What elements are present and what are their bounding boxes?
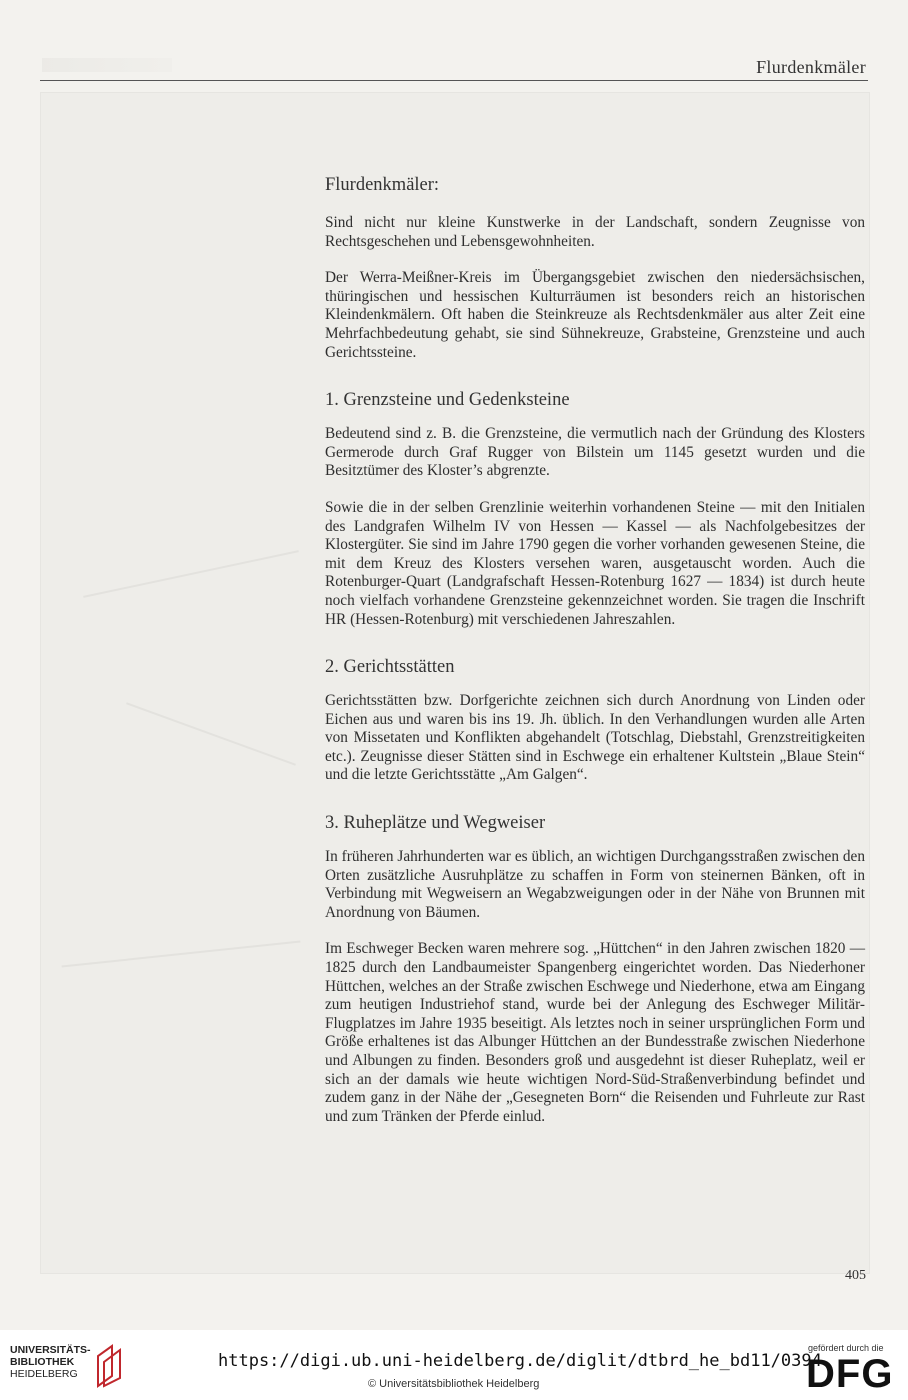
- dfg-logo[interactable]: DFG: [806, 1352, 894, 1396]
- copyright-notice: © Universitätsbibliothek Heidelberg: [368, 1378, 540, 1390]
- permalink-url[interactable]: https://digi.ub.uni-heidelberg.de/diglit/dtbrd_he_bd11/0394: [218, 1351, 822, 1371]
- library-name-line2: BIBLIOTHEK: [10, 1356, 75, 1368]
- section-paragraph: In früheren Jahrhunderten war es üblich, an wichtigen Durchgangsstraßen zwischen den Orten zusätzliche Ausruhplätze zu schaffen in Form von steinernen Bänken, oft in Verbindung mit Wegweisern an Wegabzweigungen oder in der Nähe von Brunnen mit Anordnung von Bäumen.: [325, 848, 865, 921]
- map-contour: [62, 940, 301, 967]
- map-contour: [126, 702, 296, 765]
- article-title: Flurdenkmäler:: [325, 175, 440, 195]
- intro-paragraph: Sind nicht nur kleine Kunstwerke in der Landschaft, sondern Zeugnisse von Rechtsgeschehen und Lebensgewohnheiten.: [325, 214, 865, 250]
- section-title-ruheplaetze: 3. Ruheplätze und Wegweiser: [325, 813, 546, 834]
- funding-caption: gefördert durch die: [808, 1343, 884, 1353]
- map-contour: [83, 550, 299, 598]
- intro-paragraph: Der Werra-Meißner-Kreis im Übergangsgebiet zwischen den niedersächsischen, thüringischen und hessischen Kulturräumen ist besonders reich an historischen Kleindenkmälern. Oft haben die Steinkreuze als Rechtsdenkmäler aus alter Zeit eine Mehrfachbedeutung gehabt, sie sind Sühnekreuze, Grabsteine, Grenzsteine und auch Gerichtssteine.: [325, 269, 865, 361]
- library-emblem-icon: [92, 1342, 126, 1390]
- library-name-line1: UNIVERSITÄTS-: [10, 1344, 91, 1356]
- section-paragraph: Im Eschweger Becken waren mehrere sog. „Hüttchen“ in den Jahren zwischen 1820 — 1825 durch den Landbaumeister Spangenberg eingerichtet worden. Das Niederhoner Hüttchen, welches an der Straße zwischen Eschwege und Niederhone, etwa am Eingang zum heutigen Industriehof stand, wurde bei der Anlegung des Eschweger Militär-Flugplatzes im Jahre 1935 beseitigt. Als letztes noch in seiner ursprünglichen Form und Größe erhaltenes ist das Albunger Hüttchen an der Bundesstraße zwischen Niederhone und Albungen zu finden. Besonders groß und ausgedehnt ist dieser Ruheplatz, weil er sich an der damals wie heute wichtigen Nord-Süd-Straßenverbindung befindet und zudem ganz in der Nähe der „Gesegneten Born“ die Reisenden und Fuhrleute zur Rast und zum Tränken der Pferde einlud.: [325, 940, 865, 1125]
- library-logo[interactable]: [10, 1344, 91, 1380]
- section-title-grenzsteine: 1. Grenzsteine und Gedenksteine: [325, 390, 570, 411]
- section-paragraph: Bedeutend sind z. B. die Grenzsteine, die vermutlich nach der Gründung des Klosters Germerode durch Graf Rugger von Bilstein um 1145 gesetzt wurden und die Besitztümer des Kloster’s abgrenzte.: [325, 425, 865, 480]
- section-paragraph: Sowie die in der selben Grenzlinie weiterhin vorhandenen Steine — mit den Initialen des Landgrafen Wilhelm IV von Hessen — Kassel — als Nachfolgebesitzes der Klostergüter. Sie sind im Jahre 1790 gegen die vorher vorhanden gewesenen Steine, die mit dem Kreuz des Klosters versehen waren, ausgetauscht worden. Auch die Rotenburger-Quart (Landgrafschaft Hessen-Rotenburg 1627 — 1834) ist durch heute noch vielfach vorhandene Grenzsteine gekennzeichnet worden. Sie tragen die Inschrift HR (Hessen-Rotenburg) mit verschiedenen Jahreszahlen.: [325, 498, 865, 628]
- section-title-gerichtsstaetten: 2. Gerichtsstätten: [325, 657, 455, 678]
- section-paragraph: Gerichtsstätten bzw. Dorfgerichte zeichnen sich durch Anordnung von Linden oder Eichen aus und waren bis ins 19. Jh. üblich. In den Verhandlungen wurden alle Arten von Missetaten und Konflikten abgehandelt (Totschlag, Diebstahl, Grenzstreitigkeiten etc.). Zeugnisse dieser Stätten sind in Eschwege ein erhaltener Kultstein „Blaue Stein“ und die letzte Gerichtsstätte „Am Galgen“.: [325, 692, 865, 784]
- page-number: 405: [845, 1268, 866, 1283]
- faint-show-through: [42, 58, 172, 72]
- running-head: Flurdenkmäler: [756, 57, 866, 77]
- article-body: [325, 175, 865, 1126]
- header-rule: [40, 80, 868, 81]
- library-name-line3: HEIDELBERG: [10, 1368, 78, 1380]
